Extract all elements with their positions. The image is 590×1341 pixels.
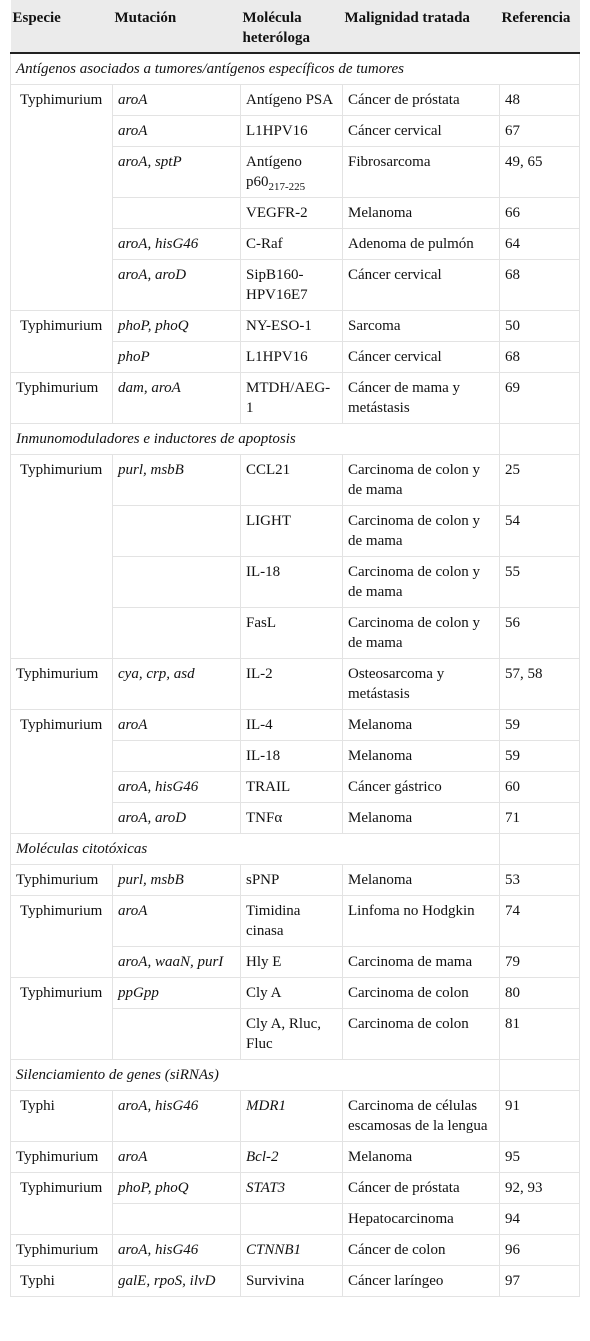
cell-malignidad: Cáncer gástrico	[343, 772, 500, 803]
cell-malignidad: Carcinoma de células escamosas de la lengua	[343, 1091, 500, 1142]
cell-referencia: 67	[500, 116, 580, 147]
cell-malignidad: Melanoma	[343, 741, 500, 772]
cell-especie: Typhimurium	[11, 896, 113, 978]
cell-mutacion	[113, 608, 241, 659]
cell-mutacion: aroA, sptP	[113, 147, 241, 198]
cell-molecula: Cly A, Rluc, Fluc	[241, 1009, 343, 1060]
cell-molecula: STAT3	[241, 1173, 343, 1204]
cell-malignidad: Melanoma	[343, 865, 500, 896]
section-row	[11, 424, 580, 455]
header-molecula-line2: heteróloga	[242, 30, 310, 46]
section-row	[11, 53, 580, 85]
cell-referencia: 69	[500, 373, 580, 424]
cell-referencia: 66	[500, 198, 580, 229]
cell-referencia: 50	[500, 311, 580, 342]
cell-referencia: 68	[500, 260, 580, 311]
cell-molecula: MDR1	[241, 1091, 343, 1142]
cell-especie: Typhimurium	[11, 1173, 113, 1235]
cell-referencia: 94	[500, 1204, 580, 1235]
table-row	[11, 896, 580, 947]
table-row	[11, 1142, 580, 1173]
cell-especie: Typhimurium	[11, 710, 113, 834]
cell-mutacion: phoP	[113, 342, 241, 373]
cell-referencia: 97	[500, 1266, 580, 1297]
table-row	[11, 85, 580, 116]
cell-referencia: 54	[500, 506, 580, 557]
cell-referencia: 55	[500, 557, 580, 608]
cell-mutacion: phoP, phoQ	[113, 1173, 241, 1204]
cell-malignidad: Cáncer de próstata	[343, 85, 500, 116]
section-row-empty-cell	[500, 424, 580, 455]
cell-mutacion	[113, 198, 241, 229]
cell-mutacion: phoP, phoQ	[113, 311, 241, 342]
table-row	[11, 373, 580, 424]
section-title-silenciamiento: Silenciamiento de genes (siRNAs)	[11, 1060, 500, 1091]
section-title-antigenos: Antígenos asociados a tumores/antígenos específicos de tumores	[11, 53, 580, 85]
cell-molecula: CCL21	[241, 455, 343, 506]
cell-referencia: 56	[500, 608, 580, 659]
table-row	[11, 978, 580, 1009]
cell-molecula: C-Raf	[241, 229, 343, 260]
cell-malignidad: Melanoma	[343, 198, 500, 229]
cell-especie: Typhimurium	[11, 311, 113, 373]
header-malignidad: Malignidad tratada	[343, 0, 500, 53]
cell-malignidad: Cáncer de próstata	[343, 1173, 500, 1204]
cell-mutacion: aroA	[113, 116, 241, 147]
cell-malignidad: Fibrosarcoma	[343, 147, 500, 198]
cell-molecula: FasL	[241, 608, 343, 659]
cell-molecula	[241, 1204, 343, 1235]
cell-referencia: 96	[500, 1235, 580, 1266]
cell-especie: Typhimurium	[11, 85, 113, 311]
cell-referencia: 48	[500, 85, 580, 116]
cell-molecula: IL-2	[241, 659, 343, 710]
cell-malignidad: Cáncer cervical	[343, 342, 500, 373]
cell-referencia: 53	[500, 865, 580, 896]
table-header-row	[11, 0, 580, 53]
cell-mutacion: aroA, hisG46	[113, 1235, 241, 1266]
table-row	[11, 1173, 580, 1204]
cell-malignidad: Melanoma	[343, 1142, 500, 1173]
cell-malignidad: Carcinoma de colon y de mama	[343, 455, 500, 506]
cell-referencia: 71	[500, 803, 580, 834]
header-referencia: Referencia	[500, 0, 580, 53]
cell-mutacion	[113, 506, 241, 557]
cell-molecula: MTDH/AEG-1	[241, 373, 343, 424]
salmonella-vector-table	[10, 0, 580, 1297]
cell-mutacion: aroA, aroD	[113, 260, 241, 311]
cell-referencia: 95	[500, 1142, 580, 1173]
cell-malignidad: Melanoma	[343, 710, 500, 741]
cell-referencia: 49, 65	[500, 147, 580, 198]
cell-malignidad: Sarcoma	[343, 311, 500, 342]
cell-mutacion	[113, 1204, 241, 1235]
cell-malignidad: Hepatocarcinoma	[343, 1204, 500, 1235]
cell-molecula: Bcl-2	[241, 1142, 343, 1173]
cell-especie: Typhimurium	[11, 978, 113, 1060]
cell-molecula: IL-18	[241, 557, 343, 608]
cell-malignidad: Cáncer cervical	[343, 116, 500, 147]
cell-mutacion: aroA, hisG46	[113, 229, 241, 260]
section-row-empty-cell	[500, 1060, 580, 1091]
cell-referencia: 79	[500, 947, 580, 978]
table-row	[11, 659, 580, 710]
cell-malignidad: Carcinoma de colon y de mama	[343, 608, 500, 659]
cell-molecula: Survivina	[241, 1266, 343, 1297]
cell-malignidad: Carcinoma de colon	[343, 978, 500, 1009]
cell-especie: Typhimurium	[11, 1235, 113, 1266]
cell-mutacion	[113, 1009, 241, 1060]
cell-especie: Typhi	[11, 1266, 113, 1297]
cell-mutacion: purl, msbB	[113, 455, 241, 506]
cell-malignidad: Adenoma de pulmón	[343, 229, 500, 260]
cell-molecula: TNFα	[241, 803, 343, 834]
cell-molecula: sPNP	[241, 865, 343, 896]
cell-molecula: L1HPV16	[241, 342, 343, 373]
cell-especie: Typhimurium	[11, 865, 113, 896]
cell-referencia: 64	[500, 229, 580, 260]
cell-mutacion: galE, rpoS, ilvD	[113, 1266, 241, 1297]
cell-malignidad: Cáncer cervical	[343, 260, 500, 311]
cell-referencia: 57, 58	[500, 659, 580, 710]
cell-malignidad: Carcinoma de colon	[343, 1009, 500, 1060]
cell-mutacion: aroA, waaN, purI	[113, 947, 241, 978]
cell-mutacion	[113, 557, 241, 608]
section-title-citotoxicas: Moléculas citotóxicas	[11, 834, 500, 865]
cell-molecula: IL-4	[241, 710, 343, 741]
table-row	[11, 1091, 580, 1142]
cell-referencia: 68	[500, 342, 580, 373]
cell-molecula: TRAIL	[241, 772, 343, 803]
cell-mutacion: aroA	[113, 710, 241, 741]
cell-molecula: IL-18	[241, 741, 343, 772]
cell-mutacion: cya, crp, asd	[113, 659, 241, 710]
cell-molecula: CTNNB1	[241, 1235, 343, 1266]
cell-referencia: 60	[500, 772, 580, 803]
cell-referencia: 74	[500, 896, 580, 947]
cell-malignidad: Cáncer de mama y metástasis	[343, 373, 500, 424]
table-row	[11, 455, 580, 506]
cell-referencia: 81	[500, 1009, 580, 1060]
cell-referencia: 25	[500, 455, 580, 506]
section-title-inmunomoduladores: Inmunomoduladores e inductores de apoptosis	[11, 424, 500, 455]
cell-mutacion: aroA, hisG46	[113, 772, 241, 803]
cell-referencia: 59	[500, 710, 580, 741]
molecula-text: Antígeno p60	[246, 154, 302, 190]
cell-mutacion: purl, msbB	[113, 865, 241, 896]
table-row	[11, 1266, 580, 1297]
cell-molecula: NY-ESO-1	[241, 311, 343, 342]
cell-especie: Typhi	[11, 1091, 113, 1142]
cell-molecula: Cly A	[241, 978, 343, 1009]
cell-mutacion: ppGpp	[113, 978, 241, 1009]
cell-mutacion: aroA	[113, 896, 241, 947]
cell-referencia: 80	[500, 978, 580, 1009]
table-row	[11, 311, 580, 342]
cell-molecula: SipB160-HPV16E7	[241, 260, 343, 311]
header-especie: Especie	[11, 0, 113, 53]
cell-especie: Typhimurium	[11, 373, 113, 424]
cell-malignidad: Carcinoma de mama	[343, 947, 500, 978]
section-row	[11, 834, 580, 865]
cell-mutacion: dam, aroA	[113, 373, 241, 424]
cell-molecula: LIGHT	[241, 506, 343, 557]
cell-mutacion: aroA, hisG46	[113, 1091, 241, 1142]
cell-molecula	[241, 147, 343, 198]
cell-molecula: Hly E	[241, 947, 343, 978]
header-molecula-line1: Molécula	[242, 10, 302, 26]
cell-malignidad: Osteosarcoma y metástasis	[343, 659, 500, 710]
cell-malignidad: Carcinoma de colon y de mama	[343, 506, 500, 557]
cell-referencia: 59	[500, 741, 580, 772]
cell-malignidad: Carcinoma de colon y de mama	[343, 557, 500, 608]
cell-malignidad: Cáncer laríngeo	[343, 1266, 500, 1297]
cell-especie: Typhimurium	[11, 455, 113, 659]
section-row	[11, 1060, 580, 1091]
cell-especie: Typhimurium	[11, 659, 113, 710]
cell-malignidad: Melanoma	[343, 803, 500, 834]
cell-referencia: 92, 93	[500, 1173, 580, 1204]
table-row	[11, 1235, 580, 1266]
cell-mutacion: aroA, aroD	[113, 803, 241, 834]
cell-molecula: Antígeno PSA	[241, 85, 343, 116]
cell-especie: Typhimurium	[11, 1142, 113, 1173]
cell-referencia: 91	[500, 1091, 580, 1142]
table-row	[11, 865, 580, 896]
cell-molecula: VEGFR-2	[241, 198, 343, 229]
cell-malignidad: Cáncer de colon	[343, 1235, 500, 1266]
molecula-subscript: 217-225	[268, 181, 306, 193]
header-mutacion: Mutación	[113, 0, 241, 53]
cell-mutacion: aroA	[113, 85, 241, 116]
cell-malignidad: Linfoma no Hodgkin	[343, 896, 500, 947]
cell-mutacion	[113, 741, 241, 772]
header-molecula	[241, 0, 343, 53]
cell-molecula: L1HPV16	[241, 116, 343, 147]
section-row-empty-cell	[500, 834, 580, 865]
cell-mutacion: aroA	[113, 1142, 241, 1173]
table-row	[11, 710, 580, 741]
cell-molecula: Timidina cinasa	[241, 896, 343, 947]
